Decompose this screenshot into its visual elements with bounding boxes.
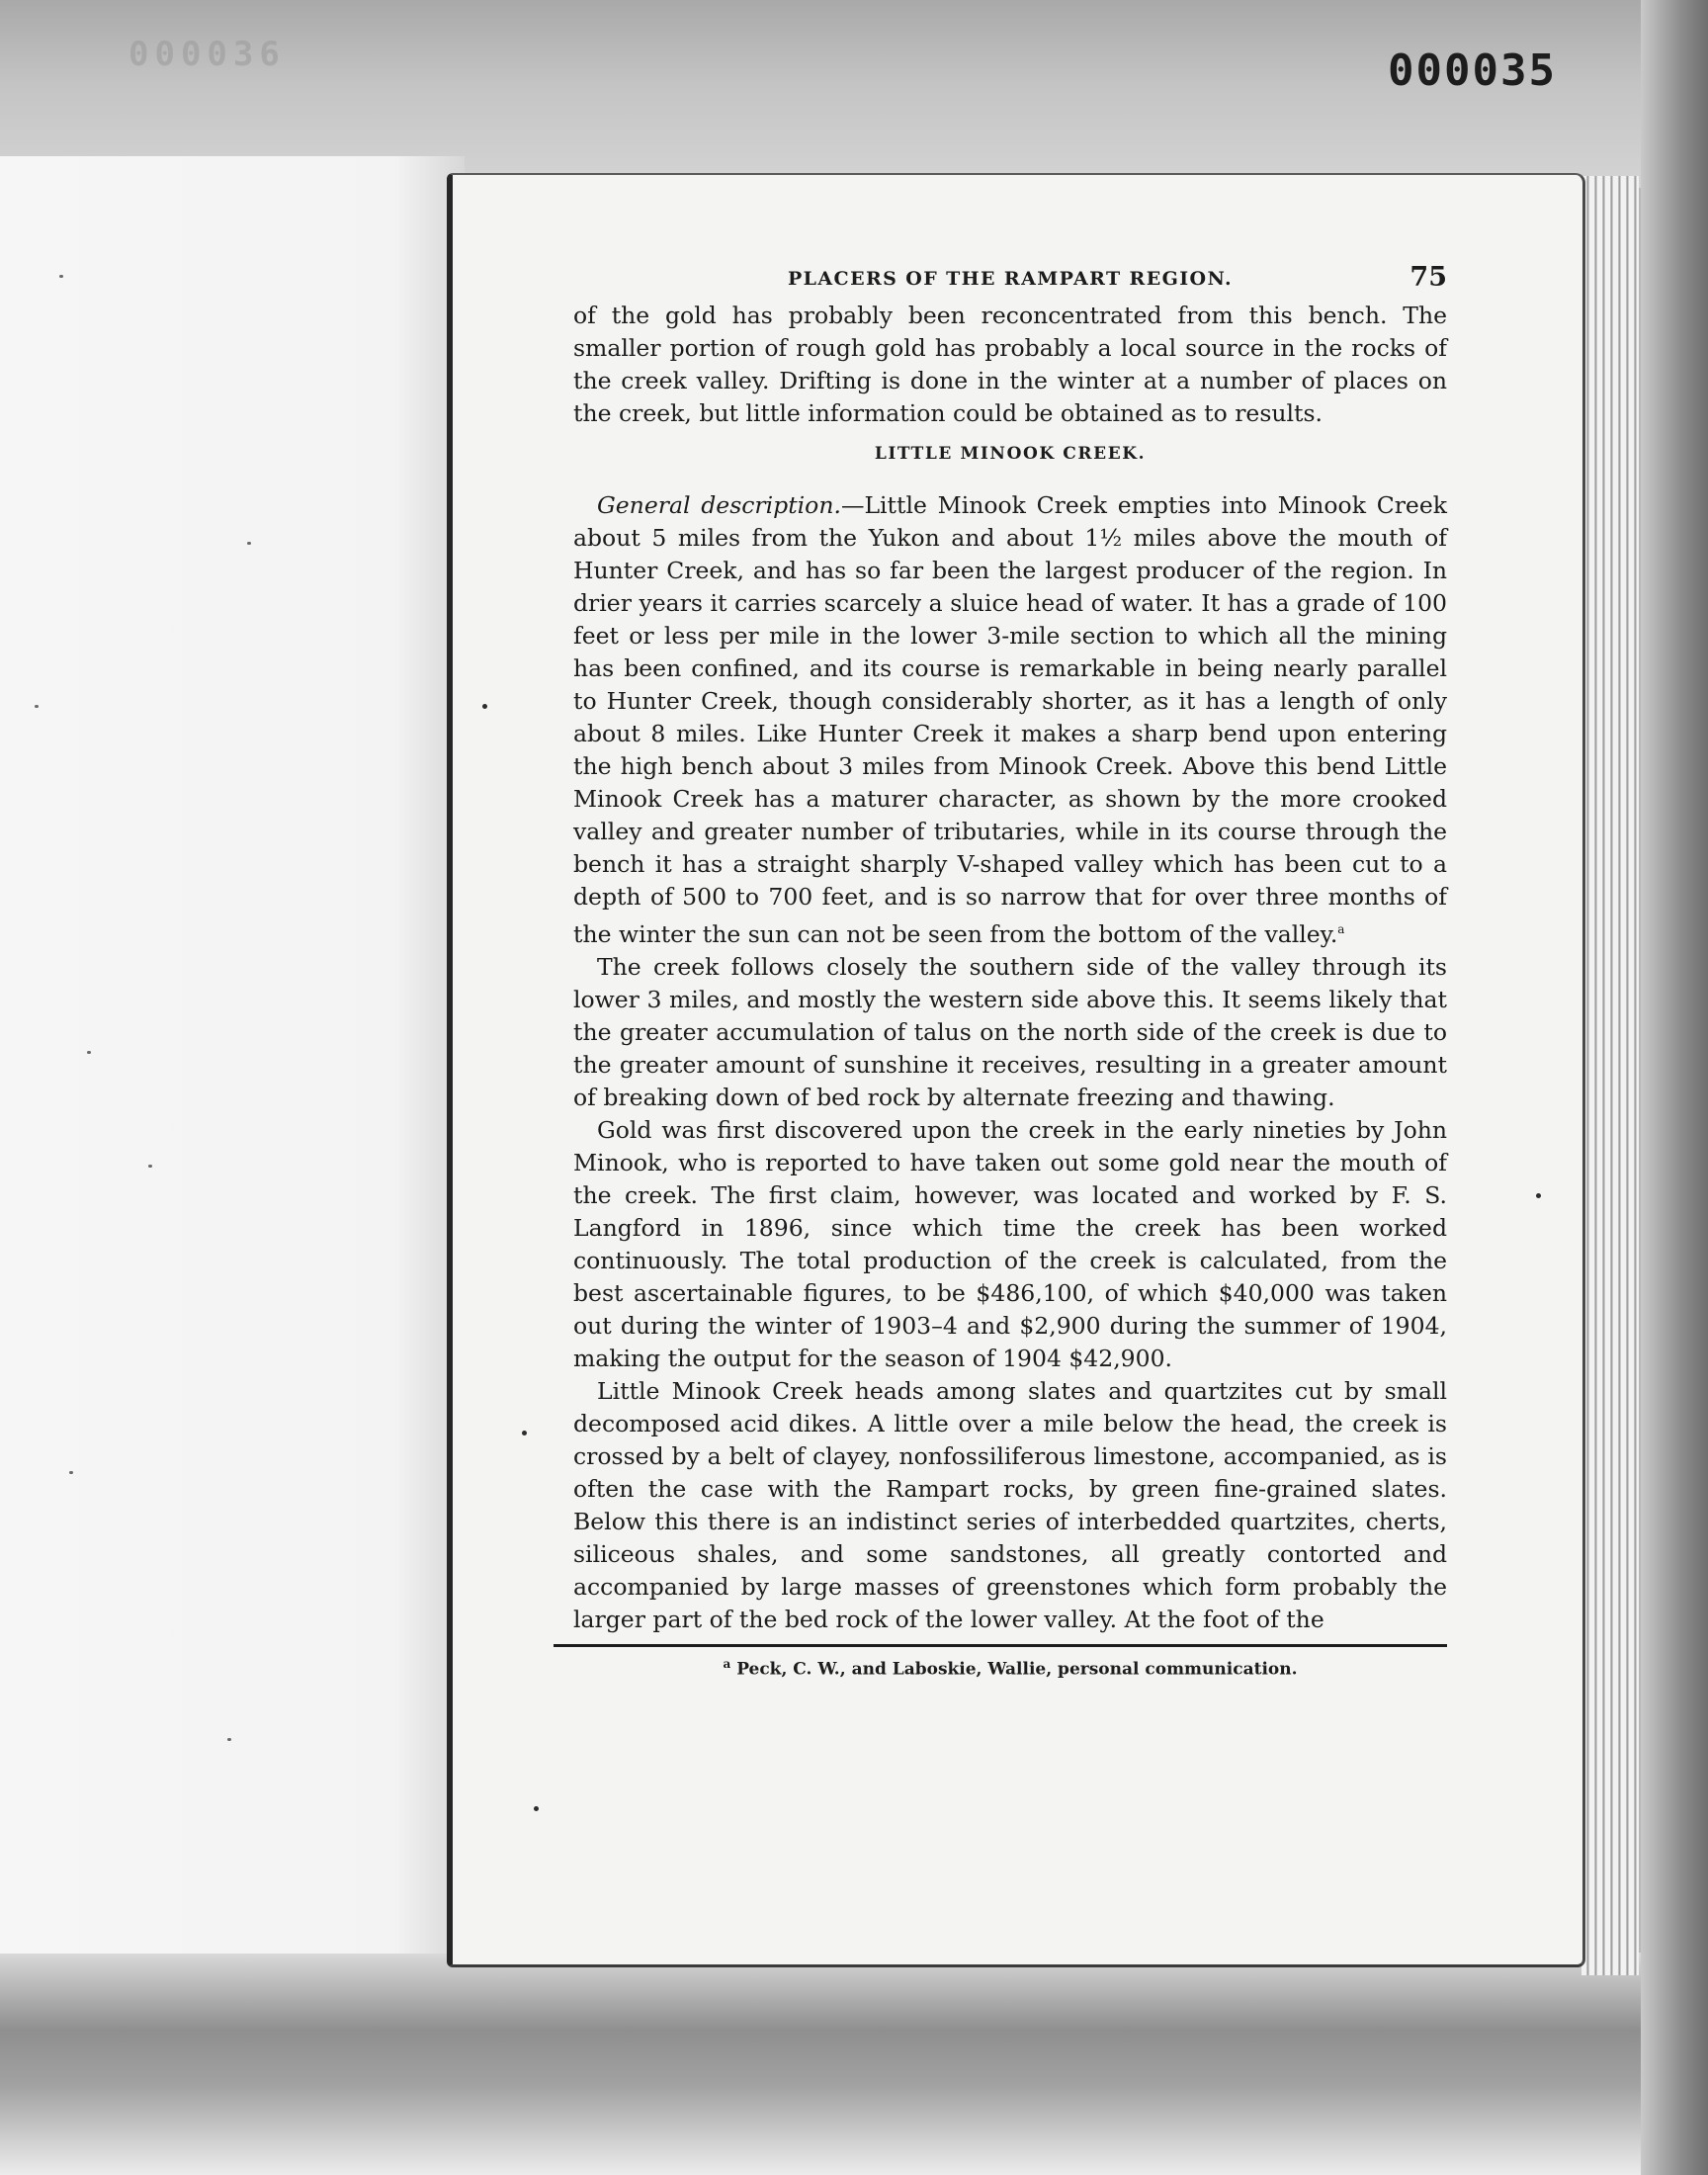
footnote-text: Peck, C. W., and Laboskie, Wallie, personal communication.: [736, 1659, 1298, 1680]
speck: [247, 542, 251, 545]
speck: [35, 705, 39, 708]
speck: [87, 1051, 91, 1054]
footnote-marker: a: [1337, 922, 1345, 936]
paragraph-continuation: of the gold has probably been reconcentrated from this bench. The smaller portion of rough gold has probably a local source in the rocks of the creek valley. Drifting is done in the winter at a number of places on the creek, but little information could be obtained as to results.: [573, 302, 1447, 427]
paragraph-gold-discovery: Gold was first discovered upon the creek in the early nineties by John Minook, who is reported to have taken out some gold near the mouth of the creek. The first claim, however, was located and worked by F. S. Langford in 1896, since which time the creek has been worked continuously. The total production of the creek is calculated, from the best ascertainable figures, to be $486,100, of which $40,000 was taken out during the winter of 1903–4 and $2,900 during the summer of 1904, making the output for the season of 1904 $42,900.: [573, 1115, 1447, 1372]
paragraph-side-head: General description.: [597, 491, 841, 519]
paragraph-creek-follows: The creek follows closely the southern side of the valley through its lower 3 miles, and mostly the western side above this. It seems likely that the greater accumulation of talus on the north side of the creek is due to the greater amount of sunshine it receives, resulting in a greater amount of breaking down of bed rock by alternate freezing and thawing.: [573, 952, 1447, 1111]
speck: [482, 704, 487, 709]
book-page: [447, 173, 1585, 1967]
footnote-rule: [554, 1644, 1447, 1647]
speck: [522, 1431, 527, 1436]
running-head-title: PLACERS OF THE RAMPART REGION.: [787, 268, 1234, 290]
scanner-background-right: [1641, 0, 1708, 2175]
scanner-background-bottom: [0, 1953, 1708, 2175]
speck: [148, 1165, 152, 1168]
speck: [227, 1738, 231, 1741]
speck: [69, 1471, 73, 1474]
book-page-edges: [1581, 176, 1639, 1975]
ghost-stamp: 000036: [128, 35, 286, 74]
page-text: [573, 264, 1447, 1679]
footnote: [573, 1657, 1447, 1680]
footnote-marker: a: [723, 1656, 731, 1671]
paragraph-geology: Little Minook Creek heads among slates and quartzites cut by small decomposed acid dikes. A little over a mile below the head, the creek is crossed by a belt of clayey, nonfossiliferous limestone, accompanied, as is often the case with the Rampart rocks, by green fine-grained slates. Below this there is an indistinct series of interbedded quartzites, cherts, siliceous shales, and some sandstones, all greatly contorted and accompanied by large masses of greenstones which form probably the larger part of the bed rock of the lower valley. At the foot of the: [573, 1376, 1447, 1633]
left-facing-page: [0, 156, 465, 1954]
section-heading: LITTLE MINOOK CREEK.: [874, 444, 1147, 464]
scanner-stamp-number: 000035: [1388, 45, 1557, 96]
running-head: [573, 264, 1447, 300]
page-number: 75: [1409, 262, 1447, 293]
paragraph-body: —Little Minook Creek empties into Minook Creek about 5 miles from the Yukon and about 1½ miles above the mouth of Hunter Creek, and has so far been the largest producer of the region. In drier years it carries scarcely a sluice head of water. It has a grade of 100 feet or less per mile in the lower 3-mile section to which all the mining has been confined, and its course is remarkable in being nearly parallel to Hunter Creek, though considerably shorter, as it has a length of only about 8 miles. Like Hunter Creek it makes a sharp bend upon entering the high bench about 3 miles from Minook Creek. Above this bend Little Minook Creek has a maturer character, as shown by the more crooked valley and greater number of tributaries, while in its course through the bench it has a straight sharply V-shaped valley which has been cut to a depth of 500 to 700 feet, and is so narrow that for over three months of the winter the sun can not be seen from the bottom of the valley.: [573, 491, 1447, 948]
speck: [1536, 1193, 1541, 1198]
speck: [59, 275, 63, 278]
speck: [534, 1806, 539, 1811]
paragraph-general-description: [573, 489, 1447, 951]
